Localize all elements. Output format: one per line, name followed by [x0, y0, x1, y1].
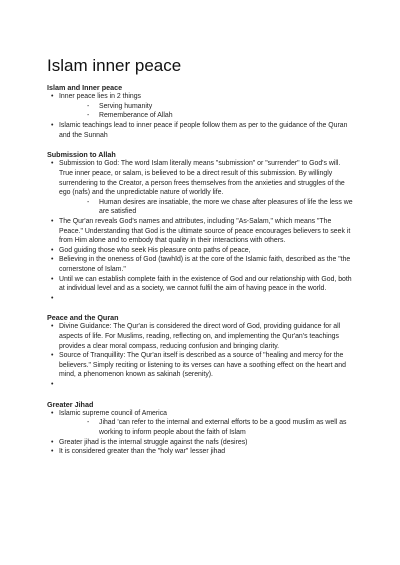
- bullet-item: [47, 294, 356, 304]
- bullet-list: [47, 322, 356, 389]
- bullet-item: • Islamic teachings lead to inner peace if people follow them as per to the guidance of the Quran and the Sunnah: [47, 121, 356, 140]
- bullet-item: • Greater jihad is the internal struggle against the nafs (desires): [47, 438, 356, 448]
- bullet-item: • Until we can establish complete faith in the existence of God and our relationship with God, both at individual level and as a society, we cannot fulfil the aim of having peace in the world.: [47, 275, 356, 294]
- bullet-item: • Islamic supreme council of America: [47, 409, 356, 419]
- page-title: Islam inner peace: [47, 56, 182, 75]
- section-spacer: [47, 140, 356, 150]
- section-heading: Peace and the Quran: [47, 313, 119, 323]
- bullet-item: • God guiding those who seek His pleasure onto paths of peace,: [47, 246, 356, 256]
- sub-bullet-item: - Human desires are insatiable, the more we chase after pleasures of life the less we are satisfied: [47, 198, 356, 217]
- bullet-item: [47, 380, 356, 390]
- section-spacer: [47, 303, 356, 313]
- section-heading: Islam and Inner peace: [47, 83, 123, 92]
- bullet-item: • Inner peace lies in 2 things: [47, 92, 356, 102]
- sub-bullet-item: - Rememberance of Allah: [47, 111, 356, 121]
- section-spacer: [47, 390, 356, 400]
- bullet-item: • It is considered greater than the "holy war" lesser jihad: [47, 447, 356, 457]
- bullet-list: [47, 409, 356, 457]
- section: [47, 150, 356, 303]
- bullet-item: • Submission to God: The word Islam literally means "submission" or "surrender" to God's will. True inner peace, or salam, is believed to be a direct result of this submission. By willingly surrendering to the Creator, a person frees themselves from the anxieties and struggles of the ego (nafs) and the unpredictable nature of worldly life.: [47, 159, 356, 197]
- section: [47, 400, 356, 457]
- section: [47, 313, 356, 389]
- bullet-item: • Believing in the oneness of God (tawhīd) is at the core of the Islamic faith, described as the "the cornerstone of Islam.": [47, 255, 356, 274]
- bullet-item: • Source of Tranquillity: The Qur'an itself is described as a source of "healing and mercy for the believers." Simply reciting or listening to its verses can have a soothing effect on the heart and mind, a phenomenon known as sakinah (serenity).: [47, 351, 356, 380]
- section: [47, 83, 356, 140]
- section-heading: Submission to Allah: [47, 150, 116, 160]
- document-body: [47, 83, 356, 457]
- bullet-list: [47, 159, 356, 303]
- sub-bullet-item: - Serving humanity: [47, 102, 356, 112]
- bullet-item: • The Qur'an reveals God's names and attributes, including "As-Salam," which means "The Peace." Understanding that God is the ultimate source of peace encourages believers to seek it from Him alone and to embody that quality in their interactions with others.: [47, 217, 356, 246]
- sub-bullet-item: - Jihad 'can refer to the internal and external efforts to be a good muslim as well as working to inform people about the faith of Islam: [47, 418, 356, 437]
- section-heading: Greater Jihad: [47, 399, 94, 409]
- bullet-list: [47, 92, 356, 140]
- bullet-item: • Divine Guidance: The Qur'an is considered the direct word of God, providing guidance for all aspects of life. For Muslims, reading, reflecting on, and implementing the Qur'an's teachings provides a clear moral compass, reducing confusion and bringing clarity.: [47, 322, 356, 351]
